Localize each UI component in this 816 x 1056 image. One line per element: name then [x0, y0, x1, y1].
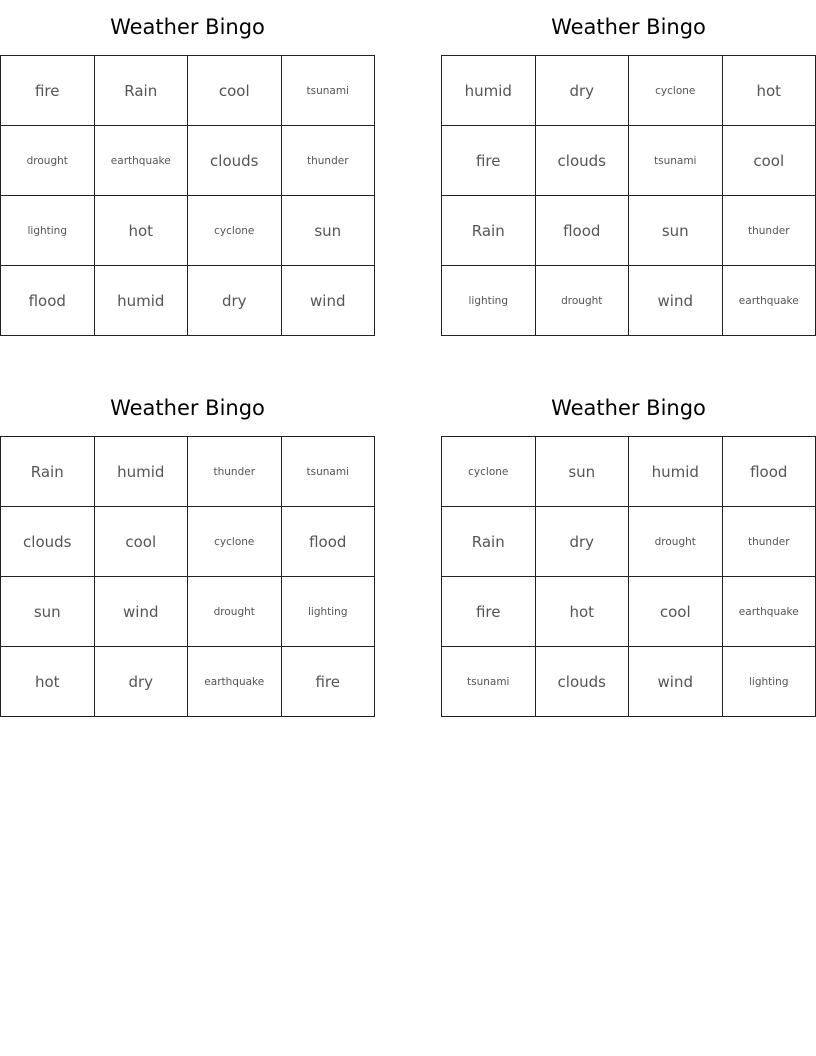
bingo-cell: lighting	[282, 577, 376, 647]
bingo-cell: thunder	[723, 507, 816, 577]
bingo-cell: wind	[95, 577, 189, 647]
bingo-cell: tsunami	[282, 437, 376, 507]
bingo-cell: clouds	[1, 507, 95, 577]
bingo-card-2	[441, 15, 816, 336]
bingo-cell: drought	[629, 507, 723, 577]
bingo-cell: earthquake	[188, 647, 282, 717]
bingo-cell: flood	[723, 437, 816, 507]
bingo-cell: earthquake	[723, 266, 816, 336]
bingo-cell: wind	[629, 266, 723, 336]
bingo-cell: drought	[1, 126, 95, 196]
bingo-cell: fire	[442, 126, 536, 196]
bingo-cell: dry	[536, 56, 630, 126]
bingo-cell: hot	[95, 196, 189, 266]
bingo-grid	[441, 55, 816, 336]
bingo-cell: sun	[282, 196, 376, 266]
bingo-cell: cool	[629, 577, 723, 647]
bingo-cell: dry	[188, 266, 282, 336]
bingo-cell: humid	[442, 56, 536, 126]
card-title: Weather Bingo	[551, 396, 706, 420]
bingo-cell: sun	[1, 577, 95, 647]
bingo-grid	[0, 55, 375, 336]
bingo-cell: clouds	[188, 126, 282, 196]
bingo-cell: sun	[629, 196, 723, 266]
bingo-cell: wind	[629, 647, 723, 717]
bingo-cell: lighting	[723, 647, 816, 717]
bingo-cell: fire	[442, 577, 536, 647]
bingo-cell: dry	[95, 647, 189, 717]
bingo-cell: earthquake	[723, 577, 816, 647]
bingo-cell: flood	[536, 196, 630, 266]
bingo-cell: cyclone	[442, 437, 536, 507]
card-title: Weather Bingo	[551, 15, 706, 39]
bingo-cell: cyclone	[188, 196, 282, 266]
bingo-grid	[441, 436, 816, 717]
bingo-cell: fire	[282, 647, 376, 717]
bingo-cell: dry	[536, 507, 630, 577]
bingo-cell: cool	[723, 126, 816, 196]
bingo-cell: cyclone	[629, 56, 723, 126]
bingo-cell: fire	[1, 56, 95, 126]
bingo-cell: lighting	[1, 196, 95, 266]
bingo-cell: drought	[188, 577, 282, 647]
bingo-cell: clouds	[536, 126, 630, 196]
bingo-cell: Rain	[1, 437, 95, 507]
bingo-cell: humid	[629, 437, 723, 507]
bingo-cell: drought	[536, 266, 630, 336]
bingo-cell: thunder	[282, 126, 376, 196]
bingo-cell: hot	[723, 56, 816, 126]
bingo-cell: humid	[95, 437, 189, 507]
bingo-cell: cool	[95, 507, 189, 577]
bingo-grid	[0, 436, 375, 717]
bingo-cell: tsunami	[282, 56, 376, 126]
bingo-cell: flood	[1, 266, 95, 336]
bingo-cell: cyclone	[188, 507, 282, 577]
bingo-cell: thunder	[188, 437, 282, 507]
bingo-cell: humid	[95, 266, 189, 336]
bingo-card-4	[441, 396, 816, 717]
bingo-cell: thunder	[723, 196, 816, 266]
bingo-cell: cool	[188, 56, 282, 126]
card-title: Weather Bingo	[110, 396, 265, 420]
bingo-cell: Rain	[442, 507, 536, 577]
bingo-cell: lighting	[442, 266, 536, 336]
bingo-cell: clouds	[536, 647, 630, 717]
bingo-cell: wind	[282, 266, 376, 336]
bingo-cell: tsunami	[442, 647, 536, 717]
bingo-cell: sun	[536, 437, 630, 507]
bingo-cell: Rain	[442, 196, 536, 266]
bingo-cell: tsunami	[629, 126, 723, 196]
bingo-cell: hot	[536, 577, 630, 647]
bingo-cell: flood	[282, 507, 376, 577]
bingo-cell: Rain	[95, 56, 189, 126]
bingo-cell: hot	[1, 647, 95, 717]
bingo-cell: earthquake	[95, 126, 189, 196]
card-title: Weather Bingo	[110, 15, 265, 39]
bingo-card-3	[0, 396, 375, 717]
bingo-card-1	[0, 15, 375, 336]
